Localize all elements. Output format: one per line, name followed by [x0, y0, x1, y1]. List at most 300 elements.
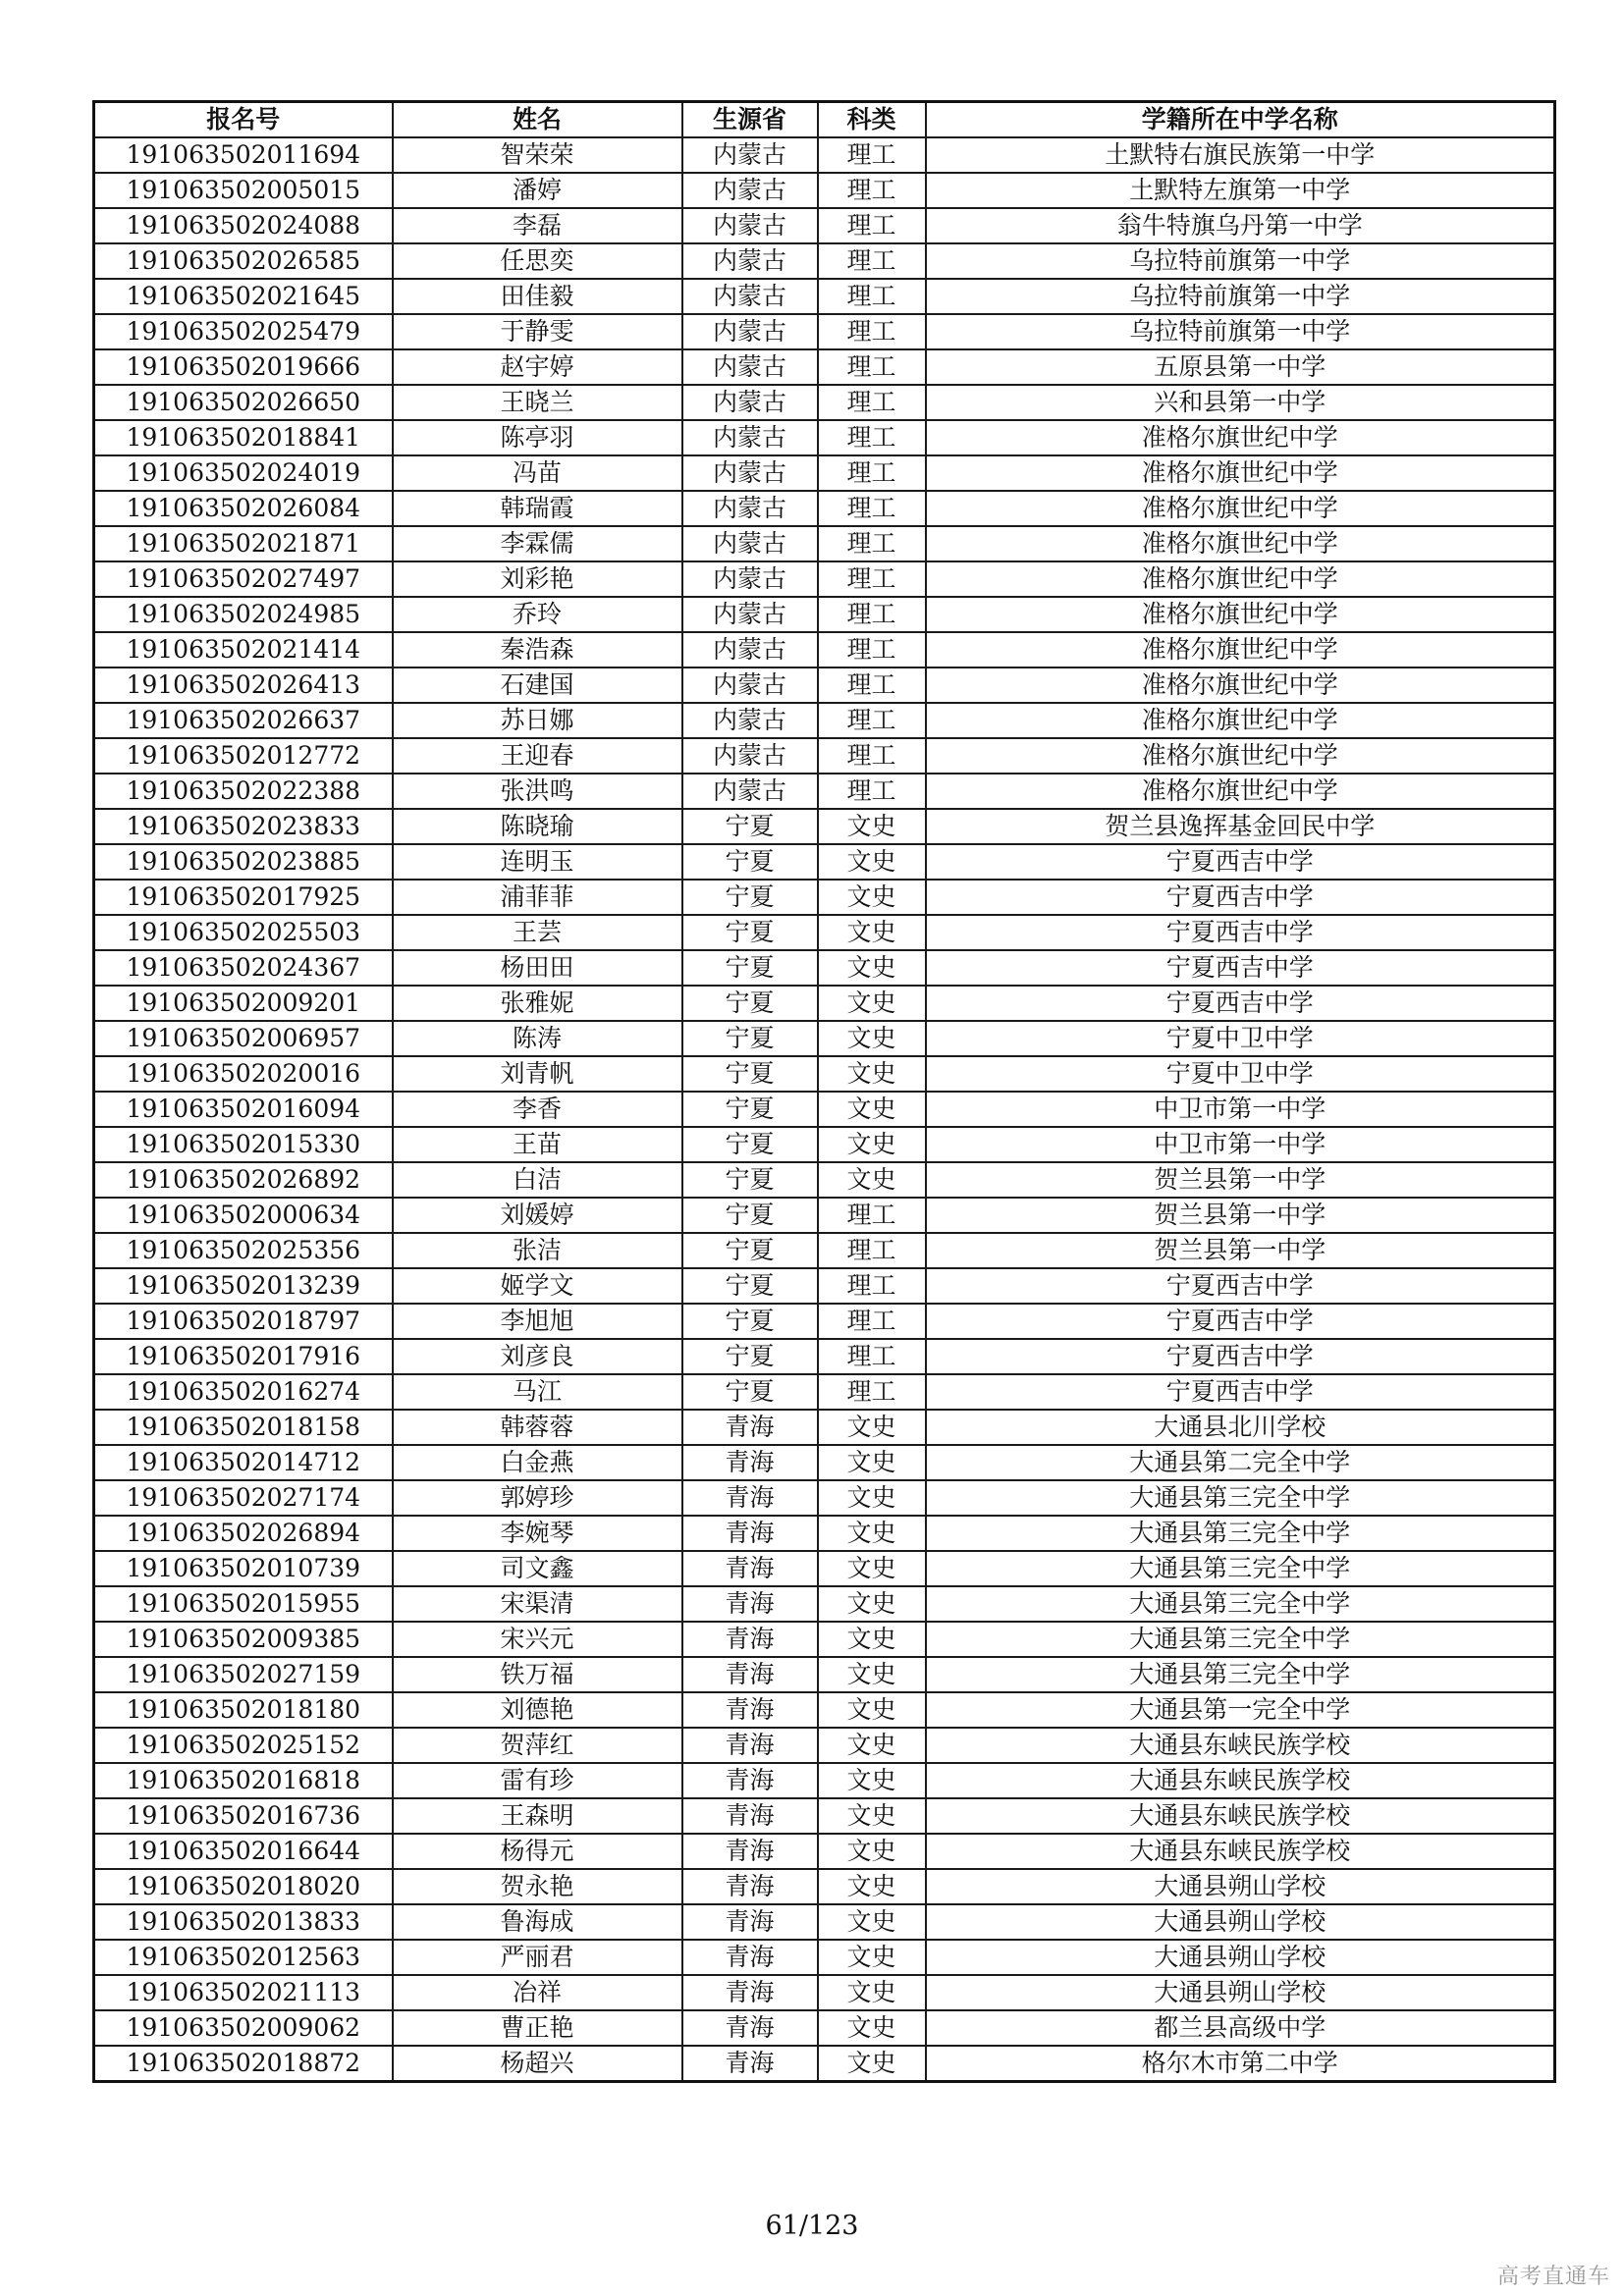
name-cell: 赵宇婷: [393, 349, 682, 385]
name-cell: 严丽君: [393, 1940, 682, 1975]
school-name-cell: 贺兰县第一中学: [926, 1162, 1555, 1198]
table-row: [94, 667, 1555, 703]
province-cell: 青海: [682, 1410, 818, 1445]
registration-id-cell: 191063502027497: [94, 561, 393, 597]
province-cell: 内蒙古: [682, 561, 818, 597]
subject-type-cell: 文史: [818, 1445, 926, 1480]
table-row: [94, 1763, 1555, 1798]
school-name-cell: 准格尔旗世纪中学: [926, 455, 1555, 491]
registration-id-cell: 191063502010739: [94, 1551, 393, 1586]
registration-id-cell: 191063502015330: [94, 1127, 393, 1162]
school-name-cell: 贺兰县第一中学: [926, 1233, 1555, 1268]
name-cell: 刘彦良: [393, 1339, 682, 1374]
watermark-logo: 高考直通车: [1496, 2265, 1610, 2289]
name-cell: 乔玲: [393, 597, 682, 632]
province-cell: 青海: [682, 1657, 818, 1692]
province-cell: 内蒙古: [682, 385, 818, 420]
school-name-cell: 大通县第三完全中学: [926, 1586, 1555, 1622]
province-cell: 内蒙古: [682, 208, 818, 243]
name-cell: 刘青帆: [393, 1056, 682, 1092]
province-cell: 青海: [682, 1551, 818, 1586]
name-cell: 李婉琴: [393, 1516, 682, 1551]
subject-type-cell: 理工: [818, 1374, 926, 1410]
registration-id-cell: 191063502021871: [94, 526, 393, 561]
table-header-row: [94, 102, 1555, 138]
school-name-cell: 准格尔旗世纪中学: [926, 420, 1555, 455]
school-name-cell: 中卫市第一中学: [926, 1127, 1555, 1162]
name-cell: 陈晓瑜: [393, 809, 682, 844]
registration-id-cell: 191063502018158: [94, 1410, 393, 1445]
registration-id-cell: 191063502009201: [94, 986, 393, 1021]
name-cell: 李霖儒: [393, 526, 682, 561]
school-name-cell: 大通县东峡民族学校: [926, 1798, 1555, 1834]
province-cell: 内蒙古: [682, 703, 818, 738]
registration-id-cell: 191063502016644: [94, 1834, 393, 1869]
province-cell: 宁夏: [682, 950, 818, 986]
registration-id-cell: 191063502021414: [94, 632, 393, 667]
table-row: [94, 1445, 1555, 1480]
name-cell: 杨超兴: [393, 2046, 682, 2082]
province-cell: 内蒙古: [682, 243, 818, 279]
school-name-cell: 大通县东峡民族学校: [926, 1763, 1555, 1798]
registration-id-cell: 191063502024367: [94, 950, 393, 986]
name-cell: 郭婷珍: [393, 1480, 682, 1516]
name-cell: 李旭旭: [393, 1304, 682, 1339]
table-row: [94, 137, 1555, 173]
table-row: [94, 597, 1555, 632]
subject-type-cell: 理工: [818, 385, 926, 420]
school-name-cell: 宁夏西吉中学: [926, 986, 1555, 1021]
school-name-cell: 宁夏西吉中学: [926, 915, 1555, 950]
subject-type-cell: 文史: [818, 915, 926, 950]
subject-type-cell: 文史: [818, 1516, 926, 1551]
registration-id-cell: 191063502009062: [94, 2010, 393, 2046]
subject-type-cell: 理工: [818, 279, 926, 314]
registration-id-cell: 191063502022388: [94, 774, 393, 809]
registration-id-cell: 191063502016274: [94, 1374, 393, 1410]
name-cell: 李香: [393, 1092, 682, 1127]
name-cell: 陈涛: [393, 1021, 682, 1056]
subject-type-cell: 文史: [818, 1763, 926, 1798]
name-cell: 王森明: [393, 1798, 682, 1834]
province-cell: 内蒙古: [682, 774, 818, 809]
registration-id-cell: 191063502018841: [94, 420, 393, 455]
subject-type-cell: 文史: [818, 1869, 926, 1904]
table-row: [94, 1622, 1555, 1657]
roster-sheet: [92, 100, 1553, 2083]
registration-id-cell: 191063502016736: [94, 1798, 393, 1834]
table-row: [94, 1339, 1555, 1374]
registration-id-cell: 191063502026413: [94, 667, 393, 703]
subject-type-cell: 理工: [818, 738, 926, 774]
name-cell: 任思奕: [393, 243, 682, 279]
school-name-cell: 贺兰县第一中学: [926, 1198, 1555, 1233]
name-cell: 石建国: [393, 667, 682, 703]
name-cell: 韩瑞霞: [393, 491, 682, 526]
province-cell: 青海: [682, 1869, 818, 1904]
table-row: [94, 1975, 1555, 2010]
subject-type-cell: 理工: [818, 314, 926, 349]
table-row: [94, 349, 1555, 385]
table-row: [94, 774, 1555, 809]
subject-type-cell: 理工: [818, 667, 926, 703]
school-name-cell: 大通县朔山学校: [926, 1904, 1555, 1940]
name-cell: 杨田田: [393, 950, 682, 986]
school-name-cell: 准格尔旗世纪中学: [926, 526, 1555, 561]
subject-type-cell: 文史: [818, 1904, 926, 1940]
registration-id-cell: 191063502023885: [94, 844, 393, 880]
subject-type-cell: 文史: [818, 809, 926, 844]
table-row: [94, 1162, 1555, 1198]
table-row: [94, 809, 1555, 844]
school-name-cell: 五原县第一中学: [926, 349, 1555, 385]
table-row: [94, 561, 1555, 597]
table-row: [94, 1586, 1555, 1622]
province-cell: 青海: [682, 1586, 818, 1622]
name-cell: 浦菲菲: [393, 880, 682, 915]
school-name-cell: 翁牛特旗乌丹第一中学: [926, 208, 1555, 243]
province-cell: 青海: [682, 1728, 818, 1763]
subject-type-cell: 理工: [818, 1339, 926, 1374]
province-cell: 内蒙古: [682, 349, 818, 385]
school-name-cell: 大通县朔山学校: [926, 1869, 1555, 1904]
subject-type-cell: 理工: [818, 243, 926, 279]
registration-id-cell: 191063502027174: [94, 1480, 393, 1516]
province-cell: 青海: [682, 1798, 818, 1834]
table-row: [94, 1092, 1555, 1127]
table-row: [94, 844, 1555, 880]
table-row: [94, 2010, 1555, 2046]
subject-type-cell: 文史: [818, 844, 926, 880]
school-name-cell: 准格尔旗世纪中学: [926, 738, 1555, 774]
subject-type-cell: 理工: [818, 349, 926, 385]
header-name: 姓名: [393, 102, 682, 138]
table-row: [94, 2046, 1555, 2082]
school-name-cell: 大通县朔山学校: [926, 1940, 1555, 1975]
table-row: [94, 420, 1555, 455]
name-cell: 刘彩艳: [393, 561, 682, 597]
school-name-cell: 宁夏西吉中学: [926, 1268, 1555, 1304]
province-cell: 内蒙古: [682, 137, 818, 173]
province-cell: 青海: [682, 2010, 818, 2046]
province-cell: 青海: [682, 1763, 818, 1798]
table-row: [94, 950, 1555, 986]
registration-id-cell: 191063502011694: [94, 137, 393, 173]
school-name-cell: 贺兰县逸挥基金回民中学: [926, 809, 1555, 844]
subject-type-cell: 文史: [818, 1728, 926, 1763]
table-body: [94, 137, 1555, 2082]
name-cell: 韩蓉蓉: [393, 1410, 682, 1445]
table-row: [94, 1410, 1555, 1445]
registration-id-cell: 191063502025356: [94, 1233, 393, 1268]
subject-type-cell: 文史: [818, 2010, 926, 2046]
school-name-cell: 宁夏西吉中学: [926, 1304, 1555, 1339]
school-name-cell: 土默特右旗民族第一中学: [926, 137, 1555, 173]
table-row: [94, 314, 1555, 349]
school-name-cell: 都兰县高级中学: [926, 2010, 1555, 2046]
table-row: [94, 1728, 1555, 1763]
school-name-cell: 准格尔旗世纪中学: [926, 667, 1555, 703]
school-name-cell: 兴和县第一中学: [926, 385, 1555, 420]
name-cell: 张洪鸣: [393, 774, 682, 809]
province-cell: 内蒙古: [682, 279, 818, 314]
name-cell: 连明玉: [393, 844, 682, 880]
subject-type-cell: 文史: [818, 1657, 926, 1692]
table-row: [94, 1021, 1555, 1056]
province-cell: 宁夏: [682, 809, 818, 844]
name-cell: 智荣荣: [393, 137, 682, 173]
subject-type-cell: 文史: [818, 1056, 926, 1092]
registration-id-cell: 191063502021113: [94, 1975, 393, 2010]
registration-id-cell: 191063502014712: [94, 1445, 393, 1480]
province-cell: 宁夏: [682, 1162, 818, 1198]
school-name-cell: 宁夏西吉中学: [926, 1374, 1555, 1410]
registration-id-cell: 191063502024985: [94, 597, 393, 632]
subject-type-cell: 理工: [818, 420, 926, 455]
table-row: [94, 880, 1555, 915]
subject-type-cell: 理工: [818, 208, 926, 243]
province-cell: 青海: [682, 1622, 818, 1657]
school-name-cell: 大通县第三完全中学: [926, 1480, 1555, 1516]
school-name-cell: 大通县东峡民族学校: [926, 1728, 1555, 1763]
province-cell: 内蒙古: [682, 491, 818, 526]
registration-id-cell: 191063502018797: [94, 1304, 393, 1339]
table-row: [94, 1657, 1555, 1692]
registration-id-cell: 191063502023833: [94, 809, 393, 844]
registration-id-cell: 191063502006957: [94, 1021, 393, 1056]
province-cell: 内蒙古: [682, 173, 818, 208]
table-row: [94, 1940, 1555, 1975]
registration-id-cell: 191063502024019: [94, 455, 393, 491]
name-cell: 陈亭羽: [393, 420, 682, 455]
registration-id-cell: 191063502009385: [94, 1622, 393, 1657]
admission-roster-table: [92, 100, 1556, 2083]
registration-id-cell: 191063502016818: [94, 1763, 393, 1798]
name-cell: 刘德艳: [393, 1692, 682, 1728]
name-cell: 贺永艳: [393, 1869, 682, 1904]
subject-type-cell: 文史: [818, 1127, 926, 1162]
table-row: [94, 455, 1555, 491]
registration-id-cell: 191063502000634: [94, 1198, 393, 1233]
registration-id-cell: 191063502019666: [94, 349, 393, 385]
school-name-cell: 宁夏西吉中学: [926, 950, 1555, 986]
registration-id-cell: 191063502018180: [94, 1692, 393, 1728]
school-name-cell: 宁夏西吉中学: [926, 880, 1555, 915]
registration-id-cell: 191063502024088: [94, 208, 393, 243]
table-row: [94, 1516, 1555, 1551]
school-name-cell: 准格尔旗世纪中学: [926, 561, 1555, 597]
school-name-cell: 大通县第一完全中学: [926, 1692, 1555, 1728]
registration-id-cell: 191063502025503: [94, 915, 393, 950]
table-row: [94, 986, 1555, 1021]
header-subject-type: 科类: [818, 102, 926, 138]
name-cell: 潘婷: [393, 173, 682, 208]
school-name-cell: 宁夏西吉中学: [926, 1339, 1555, 1374]
school-name-cell: 宁夏西吉中学: [926, 844, 1555, 880]
province-cell: 宁夏: [682, 1304, 818, 1339]
school-name-cell: 乌拉特前旗第一中学: [926, 279, 1555, 314]
table-row: [94, 632, 1555, 667]
province-cell: 宁夏: [682, 1056, 818, 1092]
school-name-cell: 土默特左旗第一中学: [926, 173, 1555, 208]
name-cell: 铁万福: [393, 1657, 682, 1692]
subject-type-cell: 理工: [818, 1198, 926, 1233]
table-row: [94, 1798, 1555, 1834]
province-cell: 内蒙古: [682, 455, 818, 491]
table-row: [94, 1834, 1555, 1869]
province-cell: 宁夏: [682, 1374, 818, 1410]
province-cell: 青海: [682, 1975, 818, 2010]
name-cell: 曹正艳: [393, 2010, 682, 2046]
name-cell: 王迎春: [393, 738, 682, 774]
province-cell: 内蒙古: [682, 632, 818, 667]
name-cell: 田佳毅: [393, 279, 682, 314]
table-row: [94, 385, 1555, 420]
subject-type-cell: 文史: [818, 1622, 926, 1657]
province-cell: 宁夏: [682, 1233, 818, 1268]
province-cell: 内蒙古: [682, 597, 818, 632]
name-cell: 王芸: [393, 915, 682, 950]
school-name-cell: 大通县第三完全中学: [926, 1657, 1555, 1692]
header-school-name: 学籍所在中学名称: [926, 102, 1555, 138]
school-name-cell: 中卫市第一中学: [926, 1092, 1555, 1127]
subject-type-cell: 文史: [818, 1692, 926, 1728]
registration-id-cell: 191063502026892: [94, 1162, 393, 1198]
school-name-cell: 大通县朔山学校: [926, 1975, 1555, 2010]
registration-id-cell: 191063502005015: [94, 173, 393, 208]
province-cell: 内蒙古: [682, 667, 818, 703]
subject-type-cell: 理工: [818, 597, 926, 632]
page-number: 61/123: [765, 2211, 859, 2241]
table-row: [94, 1268, 1555, 1304]
name-cell: 苏日娜: [393, 703, 682, 738]
name-cell: 贺萍红: [393, 1728, 682, 1763]
school-name-cell: 大通县第三完全中学: [926, 1516, 1555, 1551]
table-row: [94, 1374, 1555, 1410]
registration-id-cell: 191063502012563: [94, 1940, 393, 1975]
name-cell: 司文鑫: [393, 1551, 682, 1586]
subject-type-cell: 文史: [818, 1410, 926, 1445]
province-cell: 宁夏: [682, 1198, 818, 1233]
province-cell: 内蒙古: [682, 738, 818, 774]
table-row: [94, 915, 1555, 950]
subject-type-cell: 理工: [818, 455, 926, 491]
table-row: [94, 703, 1555, 738]
registration-id-cell: 191063502026637: [94, 703, 393, 738]
subject-type-cell: 文史: [818, 1834, 926, 1869]
name-cell: 张洁: [393, 1233, 682, 1268]
table-row: [94, 279, 1555, 314]
subject-type-cell: 理工: [818, 1304, 926, 1339]
registration-id-cell: 191063502018020: [94, 1869, 393, 1904]
name-cell: 马江: [393, 1374, 682, 1410]
province-cell: 内蒙古: [682, 314, 818, 349]
table-row: [94, 526, 1555, 561]
school-name-cell: 乌拉特前旗第一中学: [926, 243, 1555, 279]
school-name-cell: 大通县第二完全中学: [926, 1445, 1555, 1480]
school-name-cell: 准格尔旗世纪中学: [926, 597, 1555, 632]
subject-type-cell: 理工: [818, 137, 926, 173]
subject-type-cell: 文史: [818, 1586, 926, 1622]
province-cell: 青海: [682, 1445, 818, 1480]
subject-type-cell: 理工: [818, 774, 926, 809]
name-cell: 秦浩森: [393, 632, 682, 667]
header-registration-id: 报名号: [94, 102, 393, 138]
table-row: [94, 1056, 1555, 1092]
province-cell: 青海: [682, 1692, 818, 1728]
school-name-cell: 格尔木市第二中学: [926, 2046, 1555, 2082]
province-cell: 宁夏: [682, 1127, 818, 1162]
name-cell: 冯苗: [393, 455, 682, 491]
name-cell: 姬学文: [393, 1268, 682, 1304]
school-name-cell: 宁夏中卫中学: [926, 1021, 1555, 1056]
registration-id-cell: 191063502013239: [94, 1268, 393, 1304]
header-province: 生源省: [682, 102, 818, 138]
subject-type-cell: 理工: [818, 491, 926, 526]
school-name-cell: 大通县北川学校: [926, 1410, 1555, 1445]
school-name-cell: 准格尔旗世纪中学: [926, 491, 1555, 526]
school-name-cell: 乌拉特前旗第一中学: [926, 314, 1555, 349]
subject-type-cell: 文史: [818, 1551, 926, 1586]
table-row: [94, 1198, 1555, 1233]
school-name-cell: 宁夏中卫中学: [926, 1056, 1555, 1092]
province-cell: 宁夏: [682, 986, 818, 1021]
table-row: [94, 1127, 1555, 1162]
name-cell: 王苗: [393, 1127, 682, 1162]
table-row: [94, 491, 1555, 526]
table-row: [94, 1692, 1555, 1728]
subject-type-cell: 理工: [818, 173, 926, 208]
table-row: [94, 1551, 1555, 1586]
province-cell: 青海: [682, 1940, 818, 1975]
name-cell: 冶祥: [393, 1975, 682, 2010]
name-cell: 刘媛婷: [393, 1198, 682, 1233]
school-name-cell: 准格尔旗世纪中学: [926, 632, 1555, 667]
name-cell: 王晓兰: [393, 385, 682, 420]
subject-type-cell: 文史: [818, 1975, 926, 2010]
province-cell: 内蒙古: [682, 420, 818, 455]
registration-id-cell: 191063502027159: [94, 1657, 393, 1692]
province-cell: 青海: [682, 1516, 818, 1551]
registration-id-cell: 191063502012772: [94, 738, 393, 774]
registration-id-cell: 191063502017925: [94, 880, 393, 915]
subject-type-cell: 文史: [818, 1798, 926, 1834]
table-row: [94, 173, 1555, 208]
registration-id-cell: 191063502021645: [94, 279, 393, 314]
school-name-cell: 准格尔旗世纪中学: [926, 703, 1555, 738]
name-cell: 雷有珍: [393, 1763, 682, 1798]
province-cell: 宁夏: [682, 1339, 818, 1374]
name-cell: 李磊: [393, 208, 682, 243]
subject-type-cell: 文史: [818, 950, 926, 986]
name-cell: 杨得元: [393, 1834, 682, 1869]
subject-type-cell: 文史: [818, 880, 926, 915]
table-row: [94, 1304, 1555, 1339]
registration-id-cell: 191063502026650: [94, 385, 393, 420]
subject-type-cell: 理工: [818, 526, 926, 561]
subject-type-cell: 文史: [818, 1162, 926, 1198]
school-name-cell: 大通县第三完全中学: [926, 1551, 1555, 1586]
province-cell: 青海: [682, 1480, 818, 1516]
subject-type-cell: 理工: [818, 561, 926, 597]
province-cell: 宁夏: [682, 1092, 818, 1127]
subject-type-cell: 文史: [818, 1940, 926, 1975]
name-cell: 白洁: [393, 1162, 682, 1198]
school-name-cell: 大通县第三完全中学: [926, 1622, 1555, 1657]
subject-type-cell: 理工: [818, 632, 926, 667]
name-cell: 宋兴元: [393, 1622, 682, 1657]
province-cell: 青海: [682, 1834, 818, 1869]
